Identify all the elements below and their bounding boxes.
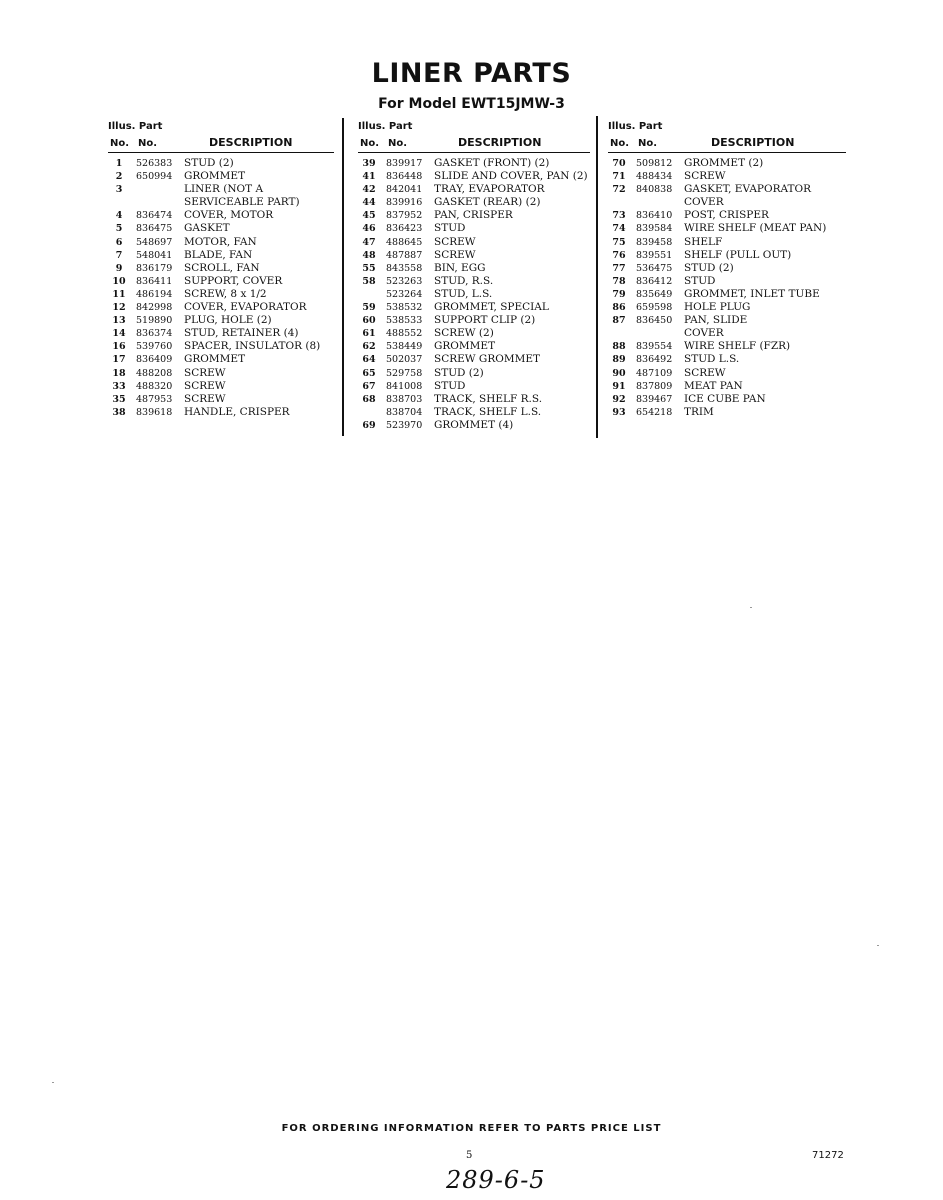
- part-number: 836411: [136, 275, 173, 287]
- part-description: GROMMET: [434, 340, 496, 353]
- illus-number: 7: [115, 249, 123, 261]
- illus-number: 4: [115, 210, 123, 222]
- part-description: HOLE PLUG: [684, 301, 751, 314]
- part-number: 840838: [636, 184, 673, 196]
- table-row: [608, 183, 846, 196]
- header-description: DESCRIPTION: [711, 136, 795, 149]
- part-number: 835649: [636, 288, 673, 300]
- illus-number: 46: [362, 223, 376, 235]
- part-number: 523970: [386, 419, 423, 431]
- illus-number: 70: [612, 158, 626, 169]
- part-description: TRIM: [684, 405, 714, 418]
- header-rule: [608, 152, 846, 153]
- table-row: [358, 249, 590, 262]
- part-description: SCREW: [684, 170, 726, 183]
- illus-number: 61: [362, 328, 376, 340]
- part-description: SHELF: [684, 235, 723, 248]
- table-row: [358, 353, 590, 366]
- part-description: SCREW: [184, 379, 226, 392]
- part-description: SCREW: [434, 235, 476, 248]
- parts-column-1: [108, 118, 334, 419]
- part-number: 486194: [136, 288, 173, 300]
- illus-number: 16: [112, 341, 126, 353]
- page-number: 5: [466, 1150, 473, 1161]
- illus-number: 69: [362, 419, 376, 431]
- ordering-info-footer: FOR ORDERING INFORMATION REFER TO PARTS PRICE LIST: [281, 1123, 662, 1134]
- table-row: [608, 367, 846, 380]
- table-row: [358, 367, 590, 380]
- illus-number: 59: [362, 302, 376, 314]
- illus-number: 87: [612, 315, 626, 327]
- part-description: STUD, R.S.: [434, 274, 494, 287]
- illus-number: 74: [612, 223, 626, 235]
- illus-number: 18: [112, 367, 126, 379]
- part-description: STUD: [684, 274, 716, 287]
- part-description: COVER, EVAPORATOR: [184, 301, 307, 314]
- part-number: 842041: [386, 184, 423, 196]
- table-row: [608, 170, 846, 183]
- part-number: 842998: [136, 302, 173, 314]
- header-description: DESCRIPTION: [209, 136, 293, 149]
- illus-number: 71: [612, 171, 626, 183]
- illus-number: 1: [115, 158, 123, 169]
- part-description: GROMMET: [184, 353, 246, 366]
- part-number: 839917: [386, 158, 423, 169]
- column-header: [608, 118, 846, 152]
- table-row: [608, 262, 846, 275]
- part-description: BIN, EGG: [434, 261, 486, 274]
- table-row: [108, 367, 334, 380]
- part-description: TRACK, SHELF L.S.: [434, 405, 542, 418]
- part-description: GROMMET, INLET TUBE: [684, 287, 820, 300]
- illus-number: 75: [612, 236, 626, 248]
- part-number: 836412: [636, 275, 673, 287]
- part-description: STUD (2): [434, 366, 484, 379]
- part-number: 659598: [636, 302, 673, 314]
- part-number: 488320: [136, 380, 173, 392]
- part-description: COVER: [684, 196, 724, 209]
- part-number: [630, 327, 684, 340]
- scan-speck: [750, 607, 752, 608]
- illus-number: 12: [112, 302, 126, 314]
- illus-number: 44: [362, 197, 376, 209]
- part-number: 488208: [136, 367, 173, 379]
- part-number: 836475: [136, 223, 173, 235]
- illus-number: [608, 327, 630, 340]
- part-number: 529758: [386, 367, 423, 379]
- part-description: COVER: [684, 327, 724, 340]
- table-row: [358, 209, 590, 222]
- part-number: 837952: [386, 210, 423, 222]
- parts-list: [108, 157, 334, 419]
- header-part-no: No.: [638, 138, 658, 149]
- part-number: 839467: [636, 393, 673, 405]
- part-number: 487887: [386, 249, 423, 261]
- illus-number: 60: [362, 315, 376, 327]
- part-description: SCREW: [434, 248, 476, 261]
- part-number: [130, 196, 184, 209]
- table-row: [608, 327, 846, 340]
- part-number: 650994: [136, 171, 173, 183]
- table-row: [108, 327, 334, 340]
- table-row: [108, 340, 334, 353]
- part-number: 488645: [386, 236, 423, 248]
- header-description: DESCRIPTION: [458, 136, 542, 149]
- part-number: 839916: [386, 197, 423, 209]
- part-number: 488552: [386, 328, 423, 340]
- part-description: COVER, MOTOR: [184, 209, 274, 222]
- part-number: 838704: [386, 406, 423, 418]
- table-row: [358, 340, 590, 353]
- part-number: 536475: [636, 262, 673, 274]
- part-number: 839618: [136, 406, 173, 418]
- header-illus-no: No.: [610, 138, 630, 149]
- illus-number: 89: [612, 354, 626, 366]
- part-number: [630, 196, 684, 209]
- column-header: [358, 118, 590, 152]
- part-number: 538532: [386, 302, 423, 314]
- illus-number: 78: [612, 275, 626, 287]
- part-description: GROMMET (4): [434, 418, 514, 431]
- column-divider-left: [342, 118, 344, 436]
- part-description: PAN, SLIDE: [684, 314, 748, 327]
- part-description: SHELF (PULL OUT): [684, 248, 792, 261]
- header-rule: [108, 152, 334, 153]
- table-row: [108, 301, 334, 314]
- part-number: 836374: [136, 328, 173, 340]
- document-number: 71272: [812, 1150, 844, 1161]
- part-number: [130, 183, 184, 196]
- table-row: [108, 288, 334, 301]
- part-description: STUD L.S.: [684, 353, 740, 366]
- part-number: 839584: [636, 223, 673, 235]
- table-row: [108, 222, 334, 235]
- part-description: WIRE SHELF (FZR): [684, 340, 791, 353]
- part-description: PAN, CRISPER: [434, 209, 513, 222]
- header-illus-part: Illus. Part: [608, 121, 663, 132]
- part-description: STUD (2): [684, 261, 734, 274]
- table-row: [608, 157, 846, 170]
- part-description: BLADE, FAN: [184, 248, 253, 261]
- table-row: [608, 314, 846, 327]
- illus-number: 72: [612, 184, 626, 196]
- table-row: [358, 262, 590, 275]
- illus-number: 58: [362, 275, 376, 287]
- part-description: GROMMET (2): [684, 157, 764, 169]
- part-description: LINER (NOT A: [184, 183, 264, 196]
- table-row: [608, 196, 846, 209]
- illus-number: [108, 196, 130, 209]
- table-row: [608, 209, 846, 222]
- table-row: [358, 301, 590, 314]
- table-row: [608, 380, 846, 393]
- parts-column-2: [358, 118, 590, 432]
- illus-number: 6: [115, 236, 123, 248]
- part-number: 836448: [386, 171, 423, 183]
- illus-number: 76: [612, 249, 626, 261]
- part-number: 841008: [386, 380, 423, 392]
- part-number: 502037: [386, 354, 423, 366]
- part-number: 836492: [636, 354, 673, 366]
- part-description: SUPPORT, COVER: [184, 274, 283, 287]
- illus-number: 5: [115, 223, 123, 235]
- part-description: TRAY, EVAPORATOR: [434, 183, 545, 196]
- part-description: WIRE SHELF (MEAT PAN): [684, 222, 827, 235]
- header-part-no: No.: [138, 138, 158, 149]
- illus-number: 77: [612, 262, 626, 274]
- part-description: GROMMET: [184, 170, 246, 183]
- illus-number: 41: [362, 171, 376, 183]
- table-row: [358, 170, 590, 183]
- parts-column-3: [608, 118, 846, 419]
- parts-list: [608, 157, 846, 419]
- illus-number: 2: [115, 171, 123, 183]
- illus-number: 91: [612, 380, 626, 392]
- part-description: STUD: [434, 379, 466, 392]
- part-number: 843558: [386, 262, 423, 274]
- part-description: PLUG, HOLE (2): [184, 314, 272, 327]
- table-row: [108, 249, 334, 262]
- table-row: [108, 236, 334, 249]
- illus-number: 92: [612, 393, 626, 405]
- part-number: 488434: [636, 171, 673, 183]
- part-description: SCREW: [684, 366, 726, 379]
- table-row: [358, 275, 590, 288]
- table-row: [108, 380, 334, 393]
- illus-number: 86: [612, 302, 626, 314]
- table-row: [108, 275, 334, 288]
- table-row: [108, 262, 334, 275]
- part-number: 487109: [636, 367, 673, 379]
- part-description: GASKET, EVAPORATOR: [684, 183, 812, 196]
- part-description: POST, CRISPER: [684, 209, 769, 222]
- table-row: [358, 236, 590, 249]
- table-row: [358, 393, 590, 406]
- illus-number: 67: [362, 380, 376, 392]
- illus-number: 90: [612, 367, 626, 379]
- illus-number: 14: [112, 328, 126, 340]
- illus-number: 65: [362, 367, 376, 379]
- part-description: GASKET (REAR) (2): [434, 196, 541, 209]
- illus-number: 39: [362, 158, 376, 169]
- illus-number: 93: [612, 406, 626, 418]
- part-number: 523263: [386, 275, 423, 287]
- illus-number: 38: [112, 406, 126, 418]
- table-row: [608, 340, 846, 353]
- table-row: [358, 288, 590, 301]
- part-description: SCREW (2): [434, 327, 494, 340]
- header-part-no: No.: [388, 138, 408, 149]
- illus-number: 68: [362, 393, 376, 405]
- header-illus-part: Illus. Part: [358, 121, 413, 132]
- part-number: 836474: [136, 210, 173, 222]
- illus-number: 48: [362, 249, 376, 261]
- part-number: 839554: [636, 341, 673, 353]
- part-description: SPACER, INSULATOR (8): [184, 340, 321, 353]
- part-description: STUD: [434, 222, 466, 235]
- part-description: SERVICEABLE PART): [184, 196, 300, 209]
- table-row: [358, 157, 590, 170]
- illus-number: 73: [612, 210, 626, 222]
- table-row: [358, 380, 590, 393]
- illus-number: 55: [362, 262, 376, 274]
- part-number: 487953: [136, 393, 173, 405]
- table-row: [608, 353, 846, 366]
- header-rule: [358, 152, 590, 153]
- table-row: [608, 249, 846, 262]
- table-row: [608, 393, 846, 406]
- table-row: [108, 157, 334, 170]
- table-row: [358, 314, 590, 327]
- part-description: SCREW: [184, 366, 226, 379]
- part-number: 654218: [636, 406, 673, 418]
- part-number: 839551: [636, 249, 673, 261]
- table-row: [608, 406, 846, 419]
- part-number: 526383: [136, 158, 173, 169]
- table-row: [608, 222, 846, 235]
- table-row: [358, 327, 590, 340]
- part-number: 836410: [636, 210, 673, 222]
- part-description: SCREW, 8 x 1/2: [184, 287, 267, 300]
- part-number: 509812: [636, 158, 673, 169]
- table-row: [608, 275, 846, 288]
- part-number: 538449: [386, 341, 423, 353]
- part-number: 523264: [386, 288, 423, 300]
- part-number: 837809: [636, 380, 673, 392]
- illus-number: 88: [612, 341, 626, 353]
- part-description: STUD, L.S.: [434, 287, 493, 300]
- part-description: STUD, RETAINER (4): [184, 327, 299, 340]
- column-header: [108, 118, 334, 152]
- part-description: MOTOR, FAN: [184, 235, 257, 248]
- table-row: [108, 406, 334, 419]
- part-description: GASKET: [184, 222, 230, 235]
- illus-number: 79: [612, 288, 626, 300]
- table-row: [108, 183, 334, 196]
- table-row: [108, 170, 334, 183]
- scan-speck: [52, 1082, 54, 1083]
- part-description: TRACK, SHELF R.S.: [434, 392, 543, 405]
- part-description: MEAT PAN: [684, 379, 743, 392]
- header-illus-no: No.: [360, 138, 380, 149]
- page-title: LINER PARTS: [371, 58, 572, 89]
- table-row: [608, 301, 846, 314]
- table-row: [608, 236, 846, 249]
- handwritten-note: 289-6-5: [446, 1166, 546, 1194]
- part-description: SUPPORT CLIP (2): [434, 314, 536, 327]
- table-row: [608, 288, 846, 301]
- table-row: [108, 209, 334, 222]
- illus-number: 9: [115, 262, 123, 274]
- table-row: [358, 196, 590, 209]
- part-number: 836409: [136, 354, 173, 366]
- illus-number: 17: [112, 354, 126, 366]
- part-number: 836450: [636, 315, 673, 327]
- illus-number: 42: [362, 184, 376, 196]
- part-description: ICE CUBE PAN: [684, 392, 766, 405]
- part-description: SCREW GROMMET: [434, 353, 540, 366]
- part-number: 836179: [136, 262, 173, 274]
- table-row: [358, 406, 590, 419]
- illus-number: [358, 288, 380, 301]
- page-subtitle: For Model EWT15JMW-3: [378, 96, 565, 112]
- illus-number: 11: [112, 288, 126, 300]
- scan-speck: [877, 945, 879, 946]
- illus-number: 33: [112, 380, 126, 392]
- table-row: [358, 222, 590, 235]
- table-row: [358, 419, 590, 432]
- illus-number: 47: [362, 236, 376, 248]
- part-number: 836423: [386, 223, 423, 235]
- part-number: 548041: [136, 249, 173, 261]
- parts-list: [358, 157, 590, 432]
- table-row: [108, 314, 334, 327]
- table-row: [108, 196, 334, 209]
- header-illus-part: Illus. Part: [108, 121, 163, 132]
- part-number: 539760: [136, 341, 173, 353]
- part-number: 519890: [136, 315, 173, 327]
- part-description: SLIDE AND COVER, PAN (2): [434, 170, 588, 183]
- table-row: [358, 183, 590, 196]
- part-number: 538533: [386, 315, 423, 327]
- illus-number: 64: [362, 354, 376, 366]
- table-row: [108, 393, 334, 406]
- illus-number: 62: [362, 341, 376, 353]
- part-description: SCROLL, FAN: [184, 261, 260, 274]
- header-illus-no: No.: [110, 138, 130, 149]
- column-divider-right: [596, 116, 598, 438]
- illus-number: 3: [115, 184, 123, 196]
- part-description: STUD (2): [184, 157, 234, 169]
- part-number: 838703: [386, 393, 423, 405]
- part-description: GASKET (FRONT) (2): [434, 157, 550, 169]
- part-number: 548697: [136, 236, 173, 248]
- table-row: [108, 353, 334, 366]
- illus-number: [358, 406, 380, 419]
- illus-number: 13: [112, 315, 126, 327]
- part-number: 839458: [636, 236, 673, 248]
- part-description: HANDLE, CRISPER: [184, 405, 290, 418]
- part-description: SCREW: [184, 392, 226, 405]
- illus-number: 35: [112, 393, 126, 405]
- part-description: GROMMET, SPECIAL: [434, 301, 549, 314]
- illus-number: 45: [362, 210, 376, 222]
- illus-number: 10: [112, 275, 126, 287]
- illus-number: [608, 196, 630, 209]
